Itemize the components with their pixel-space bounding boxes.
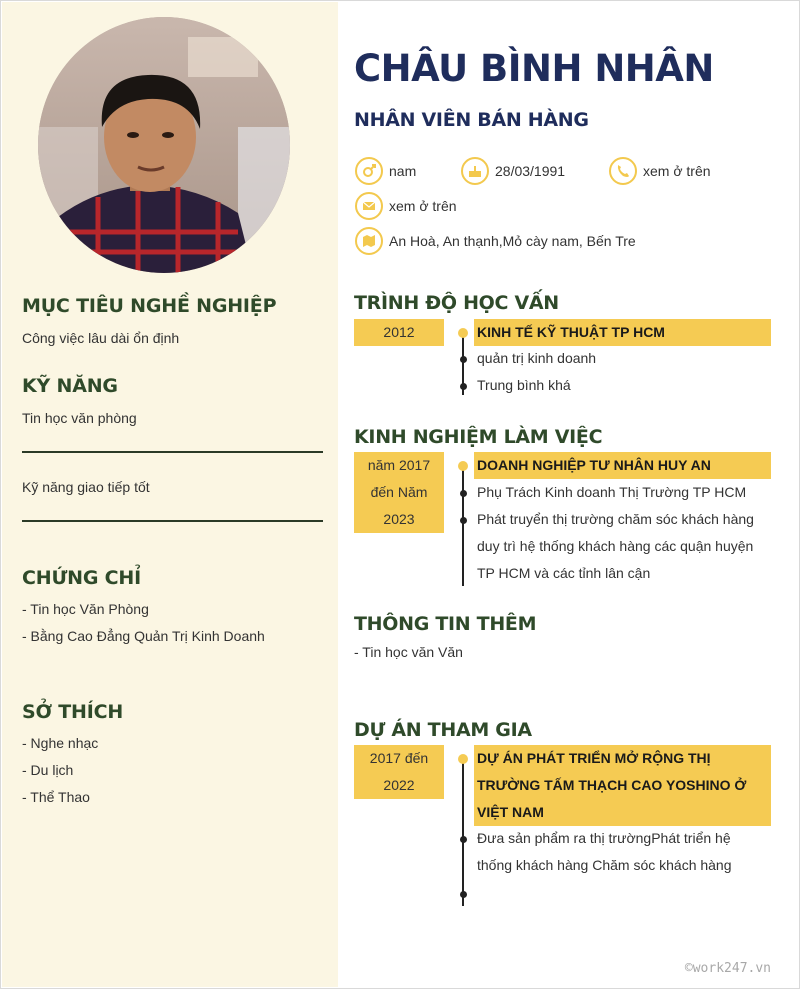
additional-text: - Tin học văn Văn (354, 644, 463, 660)
education-school: KINH TẾ KỸ THUẬT TP HCM (474, 319, 771, 346)
education-line: Trung bình khá (477, 377, 571, 393)
project-date (354, 745, 444, 799)
experience-date-line: 2023 (383, 511, 415, 527)
phone-info (609, 157, 711, 185)
skill-divider (22, 520, 323, 522)
project-name-line: VIỆT NAM (477, 804, 544, 820)
experience-line: TP HCM và các tỉnh lân cận (477, 565, 651, 581)
timeline-dot (458, 461, 468, 471)
experience-company: DOANH NGHIỆP TƯ NHÂN HUY AN (474, 452, 771, 479)
timeline-dot (460, 836, 467, 843)
education-heading: TRÌNH ĐỘ HỌC VẤN (354, 292, 559, 314)
address-value: An Hoà, An thạnh,Mỏ cày nam, Bến Tre (389, 233, 636, 249)
phone-icon (609, 157, 637, 185)
hobby-item: - Nghe nhạc (22, 735, 99, 751)
experience-heading: KINH NGHIỆM LÀM VIỆC (354, 426, 603, 448)
experience-line: duy trì hệ thống khách hàng các quận huyện (477, 538, 754, 554)
timeline-dot (460, 891, 467, 898)
job-title: NHÂN VIÊN BÁN HÀNG (354, 109, 589, 131)
skill-divider (22, 451, 323, 453)
birthday-info (461, 157, 565, 185)
experience-line: Phụ Trách Kinh doanh Thị Trường TP HCM (477, 484, 747, 500)
experience-date (354, 452, 444, 533)
skill-item: Tin học văn phòng (22, 410, 137, 426)
timeline-dot (460, 490, 467, 497)
experience-date-line: năm 2017 (367, 457, 431, 473)
email-info (355, 192, 457, 220)
gender-value: nam (389, 163, 417, 179)
timeline-dot (460, 383, 467, 390)
certificates-heading: CHỨNG CHỈ (22, 567, 141, 589)
project-name (474, 745, 771, 826)
project-name-line: DỰ ÁN PHÁT TRIỂN MỞ RỘNG THỊ (477, 750, 711, 766)
birthday-cake-icon (461, 157, 489, 185)
skill-item: Kỹ năng giao tiếp tốt (22, 479, 150, 495)
experience-date-line: đến Năm (370, 484, 428, 500)
map-icon (355, 227, 383, 255)
project-name-line: TRƯỜNG TẤM THẠCH CAO YOSHINO Ở (477, 777, 747, 793)
hobbies-heading: SỞ THÍCH (22, 701, 124, 723)
hobby-item: - Du lịch (22, 762, 74, 778)
experience-timeline (462, 463, 464, 586)
address-info (355, 227, 636, 255)
birthday-value: 28/03/1991 (495, 163, 566, 179)
gender-info (355, 157, 416, 185)
timeline-dot (458, 328, 468, 338)
envelope-icon (355, 192, 383, 220)
project-date-line: 2017 đến (369, 750, 429, 766)
experience-line: Phát truyển thị trường chăm sóc khách hàng (477, 511, 754, 527)
phone-value: xem ở trên (643, 163, 711, 179)
email-value: xem ở trên (389, 198, 457, 214)
skills-heading: KỸ NĂNG (22, 375, 118, 397)
avatar (38, 17, 290, 273)
timeline-dot (460, 356, 467, 363)
objective-heading: MỤC TIÊU NGHỀ NGHIỆP (22, 295, 277, 317)
certificate-item: - Tin học Văn Phòng (22, 601, 149, 617)
candidate-name: CHÂU BÌNH NHÂN (354, 47, 714, 90)
project-line: Đưa sản phẩm ra thị trườngPhát triển hệ (477, 830, 731, 846)
education-line: quản trị kinh doanh (477, 350, 597, 366)
project-date-line: 2022 (383, 777, 415, 793)
hobby-item: - Thể Thao (22, 789, 90, 805)
projects-heading: DỰ ÁN THAM GIA (354, 719, 532, 741)
education-date: 2012 (354, 319, 444, 346)
additional-heading: THÔNG TIN THÊM (354, 613, 537, 635)
gender-icon (355, 157, 383, 185)
project-line: thống khách hàng Chăm sóc khách hàng (477, 857, 732, 873)
project-timeline (462, 756, 464, 906)
timeline-dot (460, 517, 467, 524)
certificate-item: - Bằng Cao Đẳng Quản Trị Kinh Doanh (22, 628, 265, 644)
watermark: ©work247.vn (684, 961, 771, 976)
timeline-dot (458, 754, 468, 764)
objective-text: Công việc lâu dài ổn định (22, 330, 180, 346)
